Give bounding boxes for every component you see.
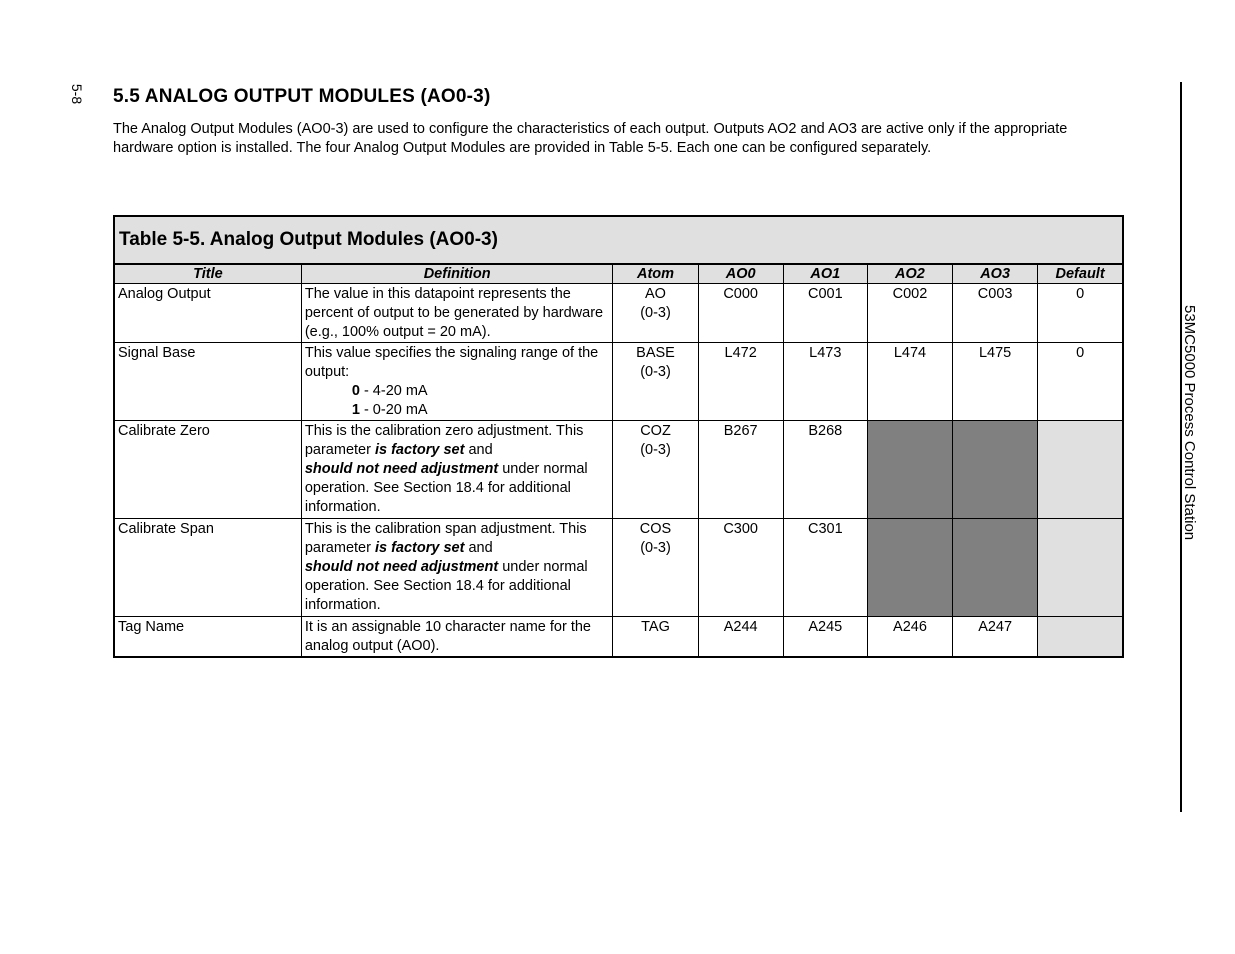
option-0-text: - 4-20 mA [359,383,428,399]
table-row [114,519,1123,617]
option-0 [305,382,610,401]
definition-part-a: This is the calibration zero adjustment. This parameter [304,423,584,458]
analog-output-table [113,215,1124,658]
cell-ao0: L472 [698,343,783,421]
atom-range: (0-3) [640,442,671,458]
table-row [114,284,1123,343]
atom-name: COS [639,521,672,537]
atom-name: COZ [640,423,671,439]
cell-ao1: C001 [783,284,867,343]
option-1-value: 1 [351,402,360,418]
emphasis-factory-set: is factory set [374,540,465,556]
col-header-ao3: AO3 [953,264,1038,284]
cell-ao3: A247 [953,617,1038,658]
col-header-ao2: AO2 [867,264,952,284]
cell-ao1: B268 [783,421,867,519]
cell-title: Tag Name [114,617,301,658]
cell-default-empty [1038,421,1123,519]
definition-part-b: and [464,442,493,458]
cell-ao2: L474 [867,343,952,421]
option-1-text: - 0-20 mA [359,402,428,418]
cell-title: Analog Output [114,284,301,343]
col-header-title: Title [114,264,301,284]
cell-atom [613,421,698,519]
cell-ao0: C300 [698,519,783,617]
cell-atom [613,284,698,343]
cell-ao1: C301 [783,519,867,617]
col-header-ao0: AO0 [698,264,783,284]
col-header-ao1: AO1 [783,264,867,284]
cell-atom [613,519,698,617]
cell-ao3: C003 [953,284,1038,343]
cell-ao0: A244 [698,617,783,658]
cell-ao3-not-applicable [953,519,1038,617]
cell-title: Calibrate Zero [114,421,301,519]
atom-name: BASE [636,345,675,361]
emphasis-factory-set: is factory set [374,442,465,458]
cell-definition [301,421,613,519]
cell-default-empty [1038,519,1123,617]
table-container [113,215,1124,658]
definition-part-a: This is the calibration span adjustment. This parameter [304,521,587,556]
cell-ao2-not-applicable [867,421,952,519]
table-row [114,421,1123,519]
cell-definition [301,343,613,421]
col-header-default: Default [1038,264,1123,284]
cell-ao3-not-applicable [953,421,1038,519]
intro-paragraph: The Analog Output Modules (AO0-3) are used to configure the characteristics of each output. Outputs AO2 and AO3 are active only if the appropriate hardware option is installed. The four Analog Output Modules are provided in Table 5-5. Each one can be configured separately. [113,121,1068,156]
col-header-definition: Definition [301,264,613,284]
cell-default: 0 [1038,284,1123,343]
atom-name: AO [645,286,666,302]
cell-ao2-not-applicable [867,519,952,617]
atom-range: (0-3) [640,540,671,556]
cell-title: Calibrate Span [114,519,301,617]
header-row [114,264,1123,284]
cell-ao2: A246 [867,617,952,658]
cell-ao0: B267 [698,421,783,519]
cell-ao2: C002 [867,284,952,343]
cell-ao3: L475 [953,343,1038,421]
cell-default-empty [1038,617,1123,658]
definition-part-b: and [464,540,493,556]
atom-range: (0-3) [640,364,671,380]
cell-default: 0 [1038,343,1123,421]
cell-ao1: A245 [783,617,867,658]
col-header-atom: Atom [613,264,698,284]
emphasis-no-adjustment: should not need adjustment [304,461,499,477]
cell-ao0: C000 [698,284,783,343]
table-caption-cell [114,216,1123,264]
atom-range: (0-3) [640,305,671,321]
table-row [114,343,1123,421]
cell-definition [301,519,613,617]
cell-atom [613,343,698,421]
emphasis-no-adjustment: should not need adjustment [304,559,499,575]
side-title: 53MC5000 Process Control Station [1181,305,1198,541]
section-heading: 5.5 ANALOG OUTPUT MODULES (AO0-3) [113,86,491,107]
definition-text: This value specifies the signaling range of the output: [304,345,599,380]
table-caption: Table 5-5. Analog Output Modules (AO0-3) [119,228,498,250]
table-row [114,617,1123,658]
option-0-value: 0 [351,383,360,399]
cell-definition: The value in this datapoint represents the percent of output to be generated by hardware (e.g., 100% output = 20 mA). [301,284,613,343]
option-1 [305,401,610,420]
cell-atom: TAG [613,617,698,658]
cell-title: Signal Base [114,343,301,421]
page-number: 5-8 [69,83,85,105]
definition-part-c: under normal operation. See Section 18.4 for additional information. [304,559,588,613]
definition-part-c: under normal operation. See Section 18.4 for additional information. [304,461,588,515]
cell-ao1: L473 [783,343,867,421]
cell-definition: It is an assignable 10 character name for the analog output (AO0). [301,617,613,658]
